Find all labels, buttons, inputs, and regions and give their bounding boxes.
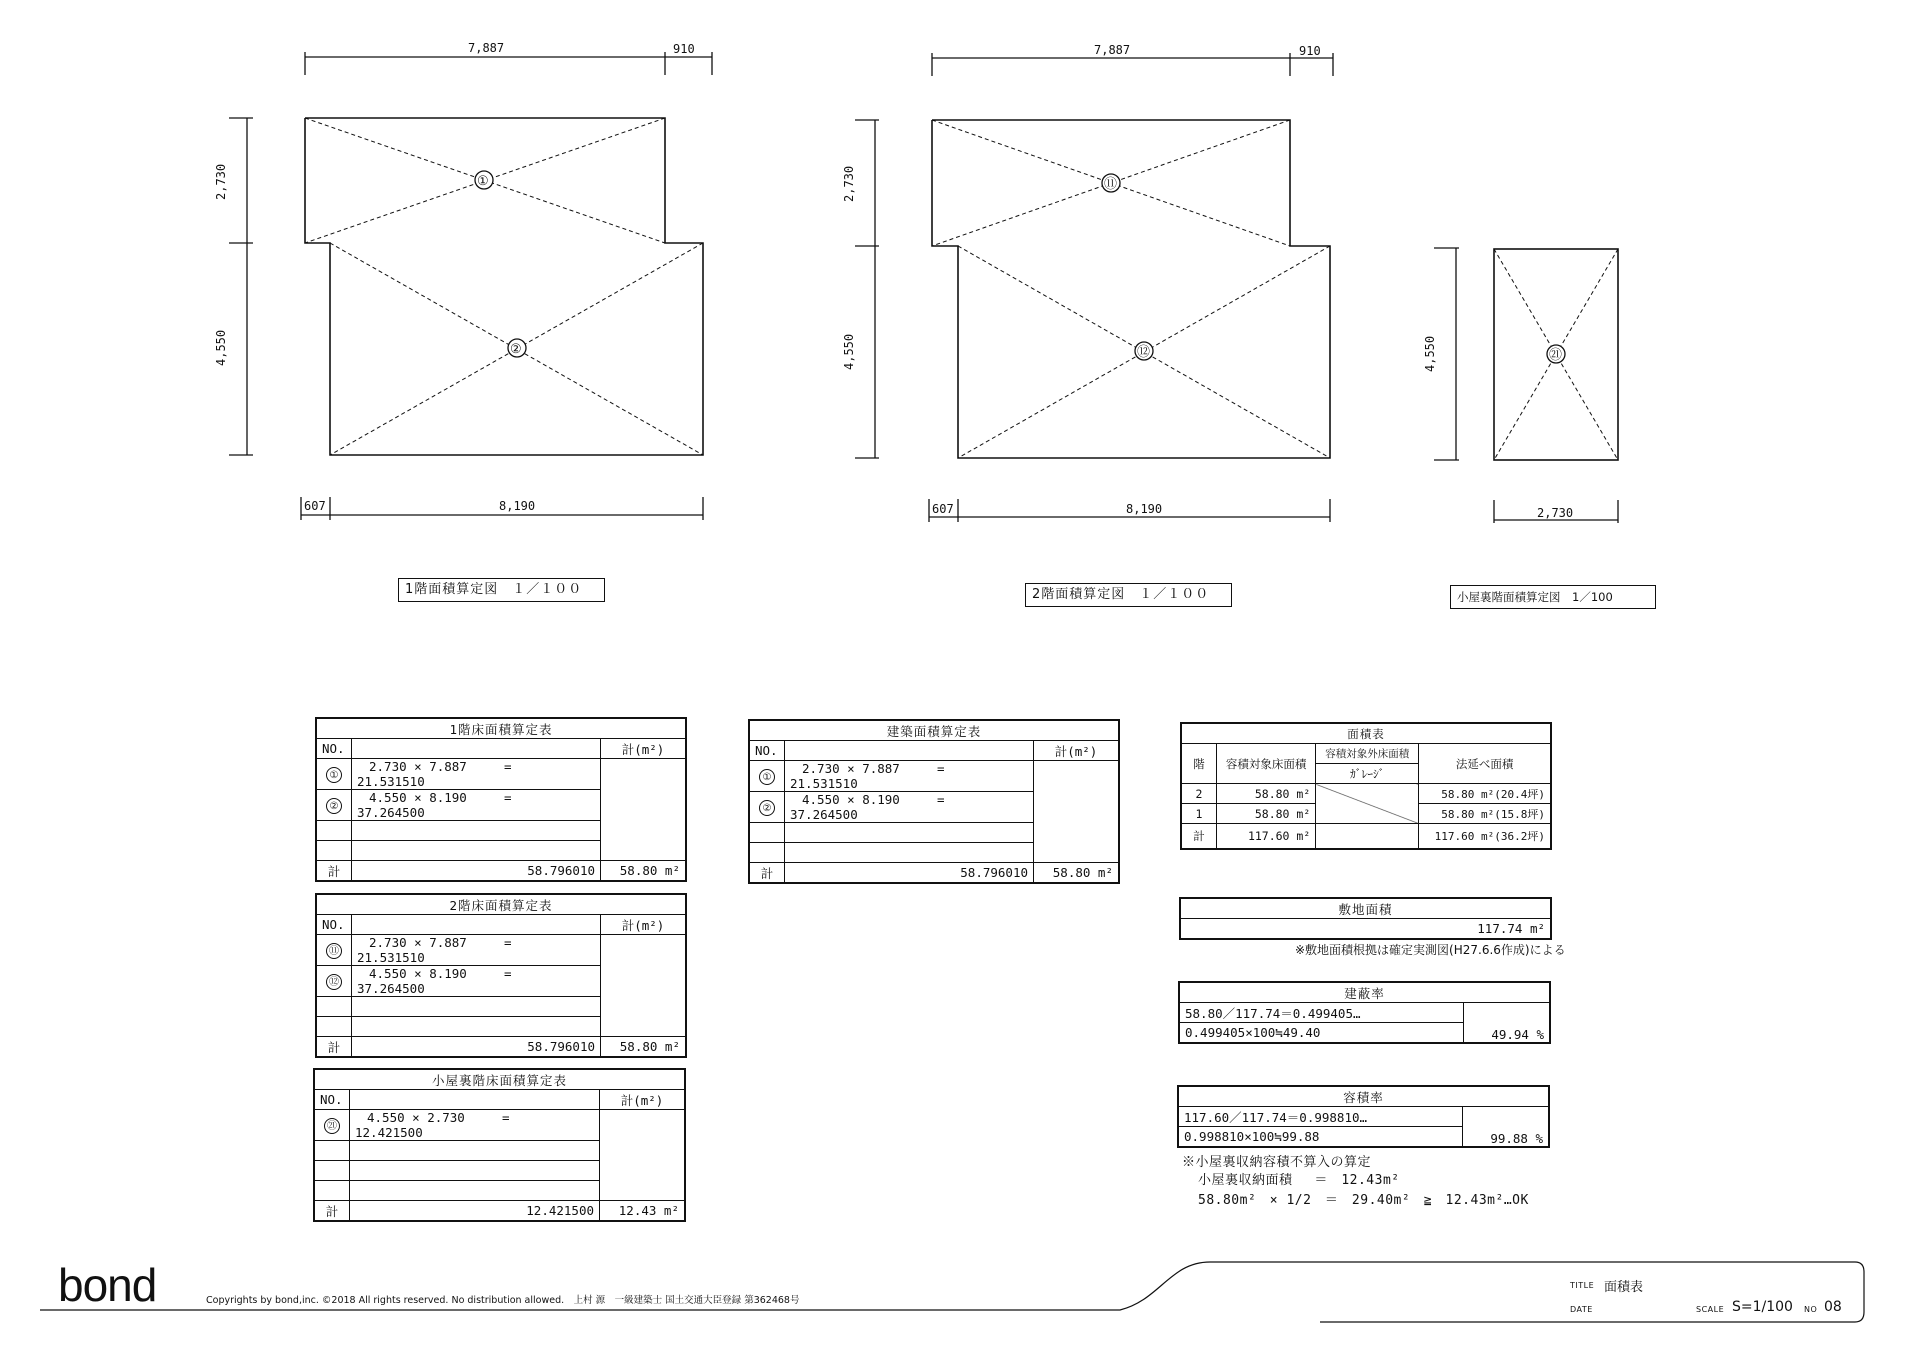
col-total-header: 計(m²) xyxy=(1034,741,1120,761)
far-line1: 117.60／117.74＝0.998810… xyxy=(1178,1107,1463,1127)
attic-dim-left: 4,550 xyxy=(1423,335,1437,372)
row-no: ⑫ xyxy=(326,974,342,990)
title-label: TITLE xyxy=(1570,1281,1595,1290)
row-value: 37.264500 xyxy=(357,805,425,820)
row-value: 12.421500 xyxy=(355,1125,423,1140)
row-no: ② xyxy=(759,800,775,816)
sum-value: 58.796010 xyxy=(785,863,1034,884)
row-value: 37.264500 xyxy=(790,807,858,822)
header-excluded: 容積対象外床面積 xyxy=(1316,744,1419,764)
f1-dim-left-lower: 4,550 xyxy=(214,329,228,366)
sum-value: 58.796010 xyxy=(352,1037,601,1058)
date-label: DATE xyxy=(1570,1305,1593,1314)
f2-caption-text: 2階面積算定図 １／１００ xyxy=(1032,587,1210,602)
f1-marker-upper: ① xyxy=(477,174,489,189)
row-expr: 4.550 × 8.190 xyxy=(369,966,467,981)
table-title: 面積表 xyxy=(1181,723,1551,744)
row-eq: = xyxy=(502,1110,510,1125)
header-included: 容積対象床面積 xyxy=(1217,744,1316,784)
f1-dim-left-upper: 2,730 xyxy=(214,163,228,200)
row-eq: = xyxy=(504,790,512,805)
row-included: 58.80 m² xyxy=(1217,804,1316,824)
f2-dim-left-lower: 4,550 xyxy=(842,333,856,370)
area-summary-table xyxy=(1180,722,1552,850)
row-floor: 1 xyxy=(1181,804,1217,824)
f1-dim-top-main: 7,887 xyxy=(468,41,505,55)
row-value: 21.531510 xyxy=(357,774,425,789)
f2-dim-left-upper: 2,730 xyxy=(842,165,856,202)
row-included: 58.80 m² xyxy=(1217,784,1316,804)
row-expr: 4.550 × 8.190 xyxy=(802,792,900,807)
coverage-line1: 58.80／117.74＝0.499405… xyxy=(1179,1003,1464,1023)
coverage-result: 49.94 % xyxy=(1464,1003,1551,1044)
f2-marker-upper: ⑪ xyxy=(1104,177,1118,192)
col-total-header: 計(m²) xyxy=(600,1090,686,1110)
f2-dim-bottom-main: 8,190 xyxy=(1126,502,1163,516)
sum-value: 58.796010 xyxy=(352,861,601,882)
row-expr: 2.730 × 7.887 xyxy=(369,759,467,774)
header-total: 法延べ面積 xyxy=(1419,744,1551,784)
row-included: 117.60 m² xyxy=(1217,824,1316,850)
f2-dim-top-main: 7,887 xyxy=(1094,43,1131,57)
row-expr: 4.550 × 8.190 xyxy=(369,790,467,805)
attic-area-table xyxy=(313,1068,686,1222)
header-floor: 階 xyxy=(1181,744,1217,784)
f2-marker-lower: ⑫ xyxy=(1137,345,1151,360)
site-area-value: 117.74 m² xyxy=(1180,919,1551,940)
attic-note-line1: 小屋裏収納面積 ＝ 12.43m² xyxy=(1198,1173,1400,1188)
row-no: ① xyxy=(326,767,342,783)
sum-label: 計 xyxy=(316,1037,352,1058)
scale-value: S=1/100 xyxy=(1732,1299,1793,1315)
table-row xyxy=(316,935,686,966)
floor2-area-table xyxy=(315,893,687,1058)
table-row xyxy=(1181,784,1551,804)
far-line2: 0.998810×100≒99.88 xyxy=(1178,1127,1463,1148)
table-title: 建築面積算定表 xyxy=(749,720,1119,741)
scale-label: SCALE xyxy=(1696,1305,1725,1314)
row-no: ② xyxy=(326,798,342,814)
col-total-header: 計(m²) xyxy=(601,915,687,935)
coverage-ratio-table xyxy=(1178,981,1551,1044)
f1-caption-text: 1階面積算定図 １／１００ xyxy=(405,582,583,597)
bond-logo: bond xyxy=(58,1259,157,1311)
row-expr: 4.550 × 2.730 xyxy=(367,1110,465,1125)
floor-area-ratio-table xyxy=(1177,1085,1550,1148)
row-no: ① xyxy=(759,769,775,785)
table-title: 敷地面積 xyxy=(1180,898,1551,919)
f1-marker-lower: ② xyxy=(510,342,522,357)
header-garage: ｶﾞﾚｰｼﾞ xyxy=(1316,764,1419,784)
row-total: 58.80 m²(20.4坪) xyxy=(1419,784,1551,804)
row-total: 117.60 m²(36.2坪) xyxy=(1419,824,1551,850)
sum-total: 58.80 m² xyxy=(601,1037,687,1058)
sum-label: 計 xyxy=(749,863,785,884)
title-value: 面積表 xyxy=(1604,1280,1644,1295)
attic-note-line2: 58.80m² × 1/2 ＝ 29.40m² ≧ 12.43m²…OK xyxy=(1198,1193,1529,1208)
table-title: 2階床面積算定表 xyxy=(316,894,686,915)
attic-dim-bottom: 2,730 xyxy=(1537,506,1574,520)
row-value: 21.531510 xyxy=(790,776,858,791)
table-row xyxy=(316,759,686,790)
row-total: 58.80 m²(15.8坪) xyxy=(1419,804,1551,824)
building-area-table xyxy=(748,719,1120,884)
attic-caption-text: 小屋裏階面積算定図 1／100 xyxy=(1457,590,1613,604)
row-value: 21.531510 xyxy=(357,950,425,965)
row-eq: = xyxy=(504,966,512,981)
sum-total: 58.80 m² xyxy=(1034,863,1120,884)
row-eq: = xyxy=(937,792,945,807)
table-title: 建蔽率 xyxy=(1179,982,1550,1003)
attic-caption xyxy=(1450,585,1656,609)
table-row xyxy=(314,1110,685,1141)
row-no: ⑪ xyxy=(326,943,342,959)
copyright-text: Copyrights by bond,inc. ©2018 All rights reserved. No distribution allowed. 上村 源 一級建築士 国土交通大臣登録 第362468号 xyxy=(206,1295,800,1306)
f2-dim-top-side: 910 xyxy=(1299,44,1321,58)
sum-label: 計 xyxy=(316,861,352,882)
table-title: 小屋裏階床面積算定表 xyxy=(314,1069,685,1090)
site-area-table xyxy=(1179,897,1552,940)
f2-dim-bottom-side: 607 xyxy=(932,502,954,516)
row-eq: = xyxy=(504,935,512,950)
f2-caption xyxy=(1025,583,1232,607)
attic-marker: ㉑ xyxy=(1549,348,1563,363)
col-total-header: 計(m²) xyxy=(601,739,687,759)
floor2-plan xyxy=(855,53,1333,522)
floor1-plan xyxy=(229,52,712,520)
col-no-header: NO. xyxy=(749,741,785,761)
far-result: 99.88 % xyxy=(1463,1107,1550,1148)
row-eq: = xyxy=(937,761,945,776)
attic-plan xyxy=(1434,248,1618,523)
sum-total: 12.43 m² xyxy=(600,1201,686,1222)
f1-dim-bottom-main: 8,190 xyxy=(499,499,536,513)
f1-dim-bottom-side: 607 xyxy=(304,499,326,513)
table-row xyxy=(1181,824,1551,850)
coverage-line2: 0.499405×100≒49.40 xyxy=(1179,1023,1464,1044)
table-title: 容積率 xyxy=(1178,1086,1549,1107)
row-floor: 計 xyxy=(1181,824,1217,850)
no-label: NO xyxy=(1804,1305,1818,1314)
site-area-note: ※敷地面積根拠は確定実測図(H27.6.6作成)による xyxy=(1295,943,1566,957)
col-no-header: NO. xyxy=(316,915,352,935)
table-row xyxy=(749,761,1119,792)
row-value: 37.264500 xyxy=(357,981,425,996)
row-expr: 2.730 × 7.887 xyxy=(802,761,900,776)
f1-caption xyxy=(398,578,605,602)
sum-label: 計 xyxy=(314,1201,350,1222)
table-title: 1階床面積算定表 xyxy=(316,718,686,739)
f1-dim-top-side: 910 xyxy=(673,42,695,56)
row-eq: = xyxy=(504,759,512,774)
row-expr: 2.730 × 7.887 xyxy=(369,935,467,950)
row-no: ㉑ xyxy=(324,1118,340,1134)
sum-total: 58.80 m² xyxy=(601,861,687,882)
col-no-header: NO. xyxy=(316,739,352,759)
col-no-header: NO. xyxy=(314,1090,350,1110)
row-floor: 2 xyxy=(1181,784,1217,804)
no-value: 08 xyxy=(1824,1299,1842,1315)
floor1-area-table xyxy=(315,717,687,882)
attic-note-heading: ※小屋裏収納容積不算入の算定 xyxy=(1182,1155,1372,1170)
sum-value: 12.421500 xyxy=(350,1201,600,1222)
